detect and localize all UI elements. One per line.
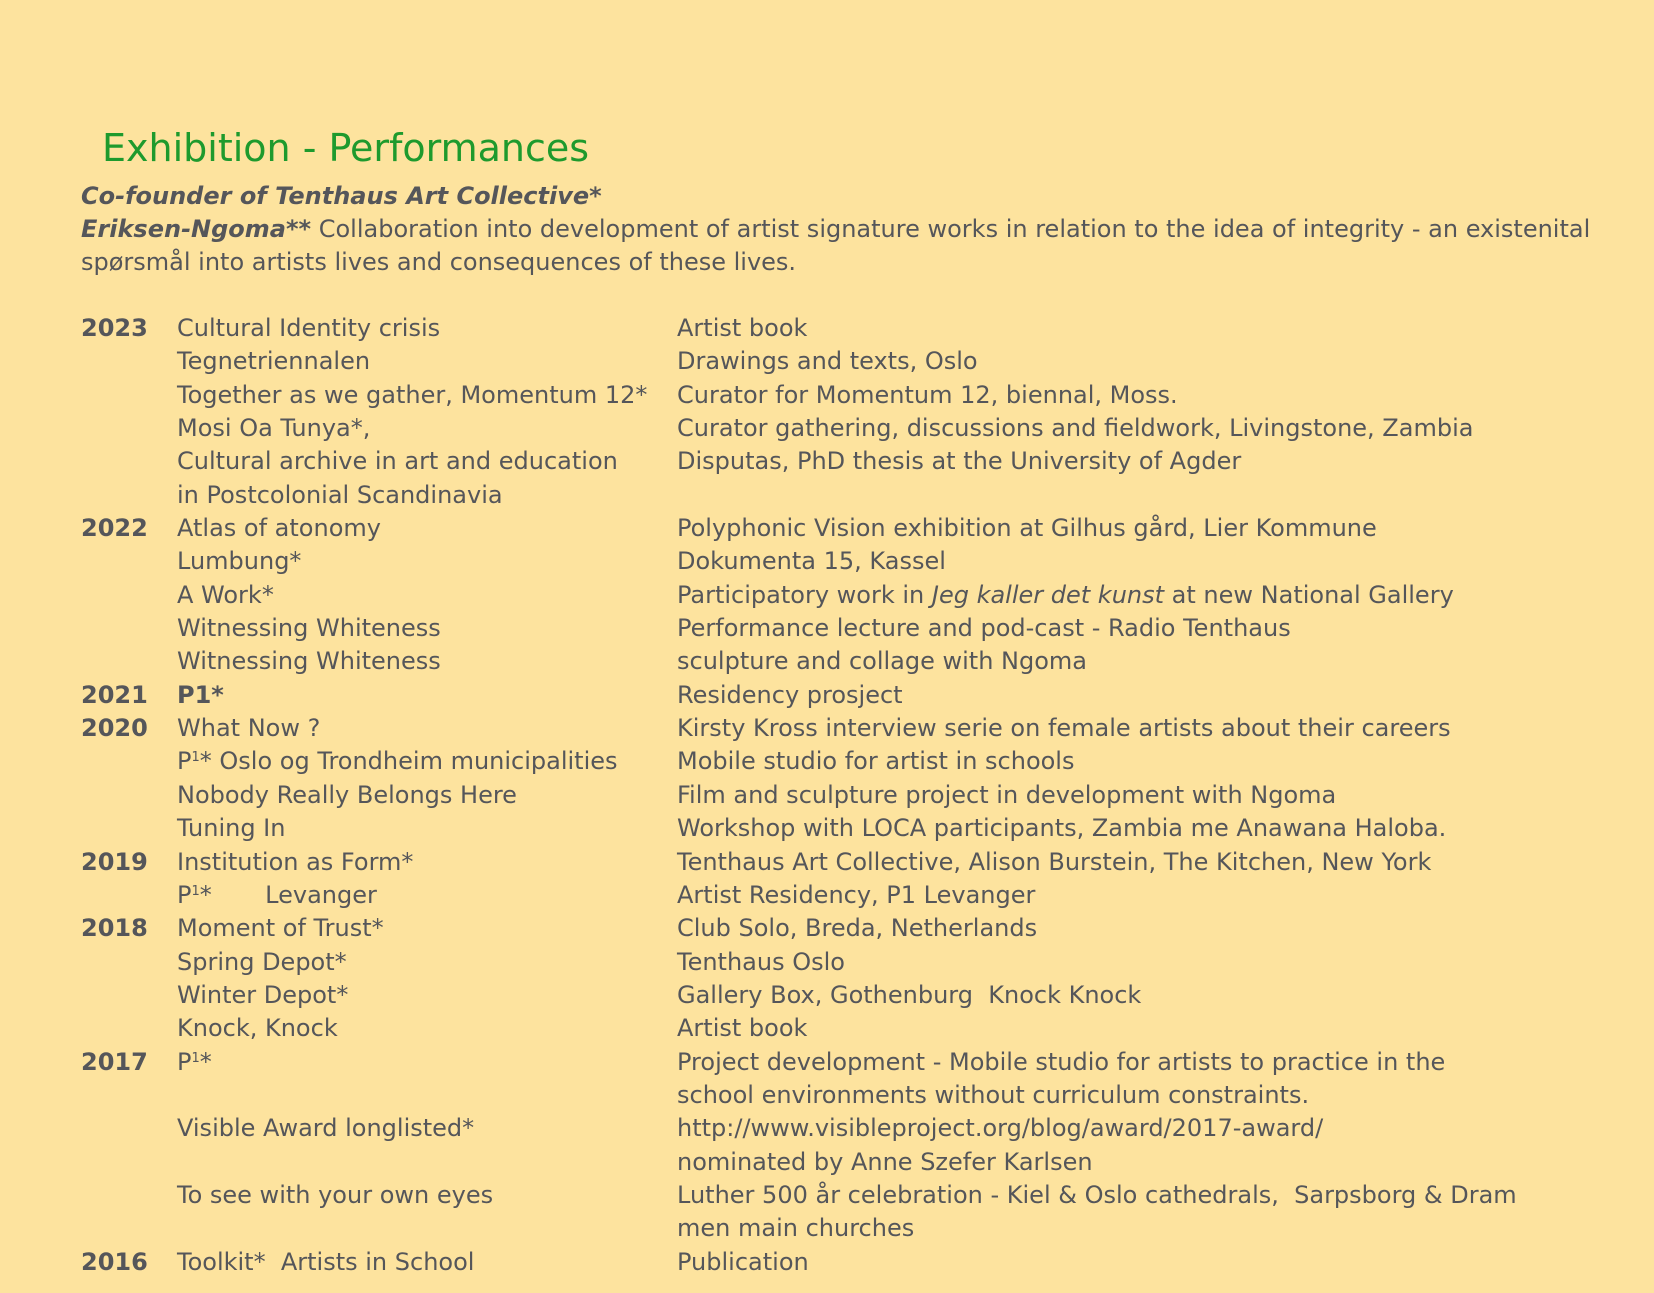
timeline-work: Cultural archive in art and education — [177, 447, 618, 476]
timeline-work: Together as we gather, Momentum 12* — [177, 380, 648, 409]
work-text: * — [199, 1047, 212, 1076]
timeline-row — [81, 512, 1651, 545]
exhibition-timeline — [81, 312, 1651, 1279]
timeline-description: Artist Residency, P1 Levanger — [677, 880, 1036, 909]
work-superscript: 1 — [191, 750, 200, 766]
timeline-row — [81, 612, 1651, 645]
timeline-row — [81, 846, 1651, 879]
timeline-description: Artist book — [677, 1014, 808, 1043]
timeline-description: Publication — [677, 1247, 809, 1276]
intro-collaboration-line — [81, 213, 1641, 246]
timeline-work: Spring Depot* — [177, 947, 347, 976]
work-text: * Oslo og Trondheim municipalities — [199, 747, 618, 776]
timeline-description: nominated by Anne Szefer Karlsen — [677, 1147, 1093, 1176]
timeline-description — [677, 579, 1454, 612]
timeline-description: Curator for Momentum 12, biennal, Moss. — [677, 380, 1178, 409]
timeline-row — [81, 412, 1651, 445]
timeline-row — [81, 579, 1651, 612]
timeline-year: 2022 — [81, 514, 148, 543]
timeline-description: men main churches — [677, 1214, 915, 1243]
timeline-row — [81, 1079, 1651, 1112]
timeline-work: Atlas of atonomy — [177, 514, 381, 543]
timeline-description: Performance lecture and pod-cast - Radio Tenthaus — [677, 614, 1291, 643]
timeline-year: 2023 — [81, 314, 148, 342]
work-text: P — [177, 1047, 192, 1076]
timeline-work: Tegnetriennalen — [177, 347, 371, 376]
timeline-work: What Now ? — [177, 714, 321, 743]
timeline-work: To see with your own eyes — [177, 1180, 494, 1209]
timeline-row — [81, 979, 1651, 1012]
timeline-description: Disputas, PhD thesis at the University of Agder — [677, 447, 1242, 476]
intro-collaboration-text: Collaboration into development of artist signature works in relation to the idea of integrity - an existenital — [311, 215, 1591, 243]
timeline-work: Toolkit* Artists in School — [177, 1247, 475, 1276]
timeline-work — [177, 879, 377, 912]
timeline-work: A Work* — [177, 580, 274, 609]
timeline-description: school environments without curriculum constraints. — [677, 1080, 1310, 1109]
timeline-row — [81, 645, 1651, 678]
timeline-year: 2018 — [81, 914, 148, 943]
timeline-work: Knock, Knock — [177, 1014, 338, 1043]
timeline-description: Polyphonic Vision exhibition at Gilhus gård, Lier Kommune — [677, 514, 1377, 543]
timeline-work — [177, 1046, 212, 1079]
timeline-year: 2020 — [81, 714, 148, 743]
timeline-description: Artist book — [677, 314, 808, 342]
timeline-row — [81, 779, 1651, 812]
timeline-year: 2021 — [81, 680, 148, 709]
timeline-work: P1* — [177, 680, 224, 709]
timeline-description: Gallery Box, Gothenburg Knock Knock — [677, 980, 1142, 1009]
work-superscript: 1 — [191, 1050, 200, 1066]
intro-paragraph — [81, 180, 1641, 279]
description-text: Participatory work in — [677, 580, 932, 609]
timeline-description: Club Solo, Breda, Netherlands — [677, 914, 1038, 943]
timeline-row — [81, 745, 1651, 778]
timeline-row — [81, 479, 1651, 512]
timeline-row — [81, 1146, 1651, 1179]
work-superscript: 1 — [191, 883, 200, 899]
timeline-work: Visible Award longlisted* — [177, 1114, 475, 1143]
timeline-year: 2017 — [81, 1047, 148, 1076]
timeline-description: Curator gathering, discussions and fieldwork, Livingstone, Zambia — [677, 414, 1474, 443]
intro-continuation-line: spørsmål into artists lives and consequences of these lives. — [81, 248, 797, 276]
work-text: P — [177, 880, 192, 909]
timeline-row — [81, 1212, 1651, 1245]
timeline-description: Luther 500 år celebration - Kiel & Oslo cathedrals, Sarpsborg & Dram — [677, 1180, 1517, 1209]
timeline-row — [81, 912, 1651, 945]
timeline-description: http://www.visibleproject.org/blog/award/2017-award/ — [677, 1114, 1324, 1143]
timeline-year: 2016 — [81, 1247, 148, 1276]
timeline-work: Cultural Identity crisis — [177, 314, 441, 342]
work-text: * Levanger — [199, 880, 377, 909]
timeline-description: Mobile studio for artist in schools — [677, 747, 1075, 776]
timeline-work: Nobody Really Belongs Here — [177, 780, 517, 809]
timeline-row — [81, 879, 1651, 912]
timeline-description: Workshop with LOCA participants, Zambia me Anawana Haloba. — [677, 814, 1447, 843]
timeline-row — [81, 1246, 1651, 1279]
timeline-description: Project development - Mobile studio for artists to practice in the — [677, 1047, 1446, 1076]
intro-cofounder-line: Co-founder of Tenthaus Art Collective* — [81, 182, 602, 210]
timeline-work: Lumbung* — [177, 547, 302, 576]
description-text: at new National Gallery — [1164, 580, 1454, 609]
timeline-description: Kirsty Kross interview serie on female artists about their careers — [677, 714, 1451, 743]
intro-collaboration-name: Eriksen-Ngoma** — [81, 215, 312, 243]
timeline-description: Tenthaus Oslo — [677, 947, 845, 976]
timeline-work: Winter Depot* — [177, 980, 349, 1009]
timeline-row — [81, 1112, 1651, 1145]
timeline-work: Witnessing Whiteness — [177, 614, 441, 643]
timeline-description: Drawings and texts, Oslo — [677, 347, 978, 376]
timeline-work: Tuning In — [177, 814, 286, 843]
timeline-row — [81, 445, 1651, 478]
timeline-row — [81, 946, 1651, 979]
timeline-description: Film and sculpture project in development with Ngoma — [677, 780, 1337, 809]
timeline-description: sculpture and collage with Ngoma — [677, 647, 1088, 676]
timeline-row — [81, 1179, 1651, 1212]
timeline-description: Tenthaus Art Collective, Alison Burstein, The Kitchen, New York — [677, 847, 1432, 876]
description-italic-title: Jeg kaller det kunst — [931, 580, 1165, 609]
timeline-row — [81, 379, 1651, 412]
timeline-row — [81, 1046, 1651, 1079]
timeline-row — [81, 312, 1651, 345]
timeline-description: Dokumenta 15, Kassel — [677, 547, 946, 576]
timeline-row — [81, 545, 1651, 578]
timeline-work: Moment of Trust* — [177, 914, 384, 943]
timeline-work: Institution as Form* — [177, 847, 414, 876]
timeline-row — [81, 712, 1651, 745]
timeline-row — [81, 345, 1651, 378]
timeline-year: 2019 — [81, 847, 148, 876]
timeline-work — [177, 745, 618, 778]
timeline-row — [81, 812, 1651, 845]
timeline-work: Mosi Oa Tunya*, — [177, 414, 371, 443]
page-title: Exhibition - Performances — [102, 126, 590, 170]
timeline-work: in Postcolonial Scandinavia — [177, 480, 503, 509]
work-text: P — [177, 747, 192, 776]
timeline-row — [81, 679, 1651, 712]
timeline-work: Witnessing Whiteness — [177, 647, 441, 676]
timeline-row — [81, 1012, 1651, 1045]
timeline-description: Residency prosject — [677, 680, 903, 709]
